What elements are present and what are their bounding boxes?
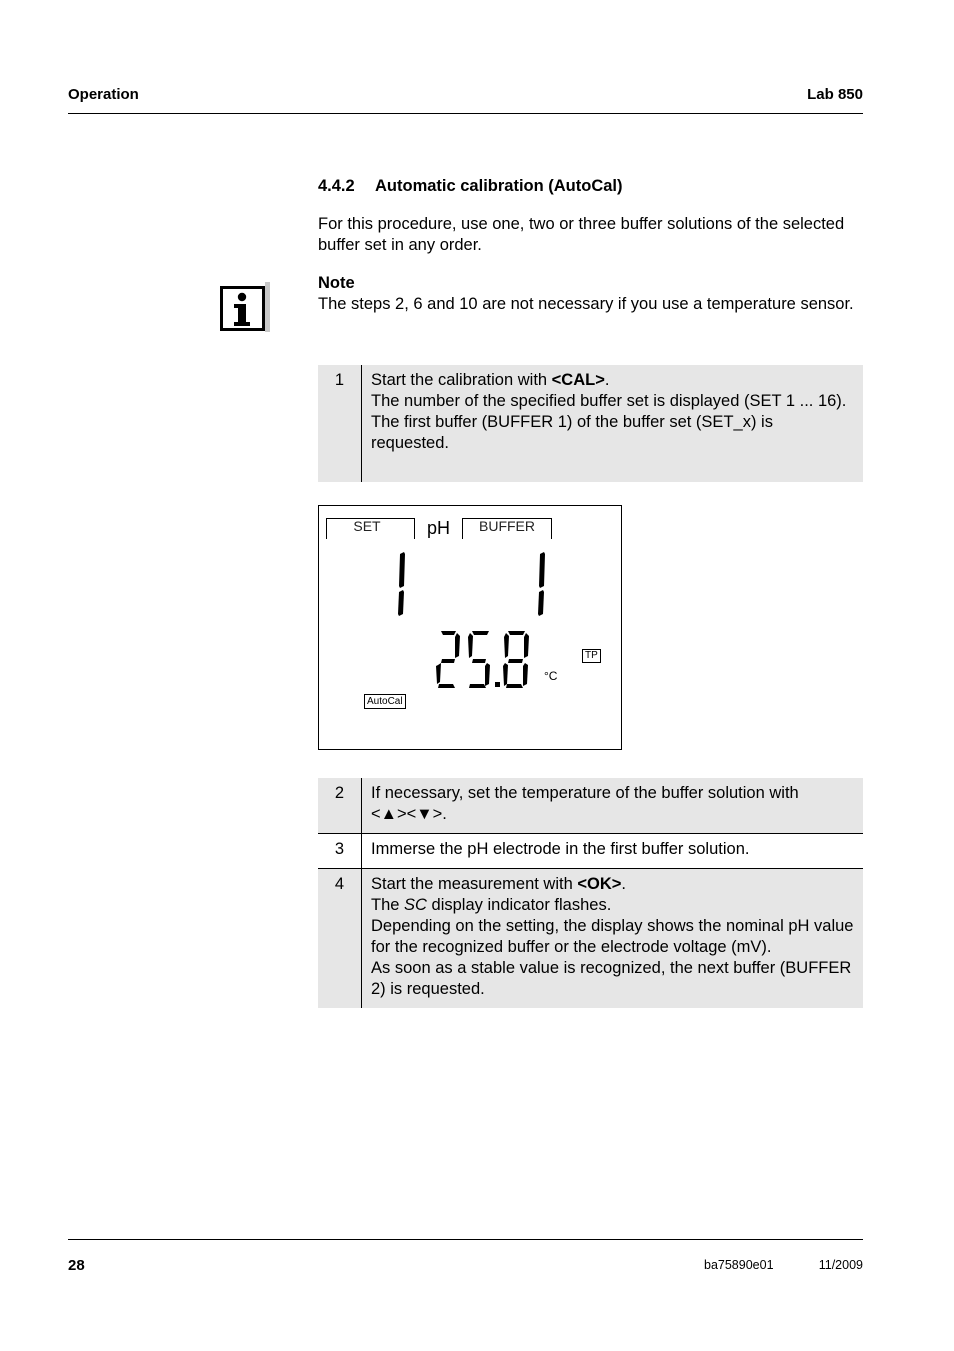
- info-icon: [220, 282, 270, 332]
- segment-digits: [319, 506, 621, 749]
- step-text-part: Start the measurement with: [371, 875, 578, 893]
- key-ok: <OK>: [577, 875, 622, 893]
- note-text: The steps 2, 6 and 10 are not necessary if you use a temperature sensor.: [318, 295, 854, 313]
- step-text-part: If necessary, set the temperature of the buffer solution with: [371, 784, 799, 802]
- section-title-text: Automatic calibration (AutoCal): [375, 177, 623, 195]
- step-text-part: The: [371, 896, 405, 914]
- temp-unit: °C: [544, 669, 558, 683]
- step-text-part: The number of the specified buffer set is displayed (SET 1 ... 16).: [371, 392, 847, 410]
- footer-rule: [68, 1239, 863, 1240]
- section-number: 4.4.2: [318, 177, 355, 195]
- step-table-1: [318, 365, 863, 482]
- temp-digit-8: [503, 631, 529, 688]
- step-row-4: [318, 869, 863, 1009]
- temp-digit-2: [436, 631, 460, 688]
- temp-digit-5: [468, 631, 490, 688]
- step-table-2: [318, 778, 863, 1008]
- buffer-label: BUFFER: [479, 518, 535, 534]
- document-date: 11/2009: [818, 1258, 863, 1272]
- note-block: [318, 273, 858, 315]
- autocal-indicator: AutoCal: [364, 694, 406, 709]
- ph-label: pH: [427, 518, 451, 538]
- header-section-label: Operation: [68, 86, 139, 103]
- step-number: 1: [318, 365, 362, 482]
- step-number: 2: [318, 778, 362, 834]
- key-cal: <CAL>: [551, 371, 605, 389]
- tp-indicator: TP: [582, 649, 601, 663]
- key-arrows: <▲><▼>.: [371, 805, 447, 823]
- buffer-digit-1: [538, 552, 545, 616]
- step-text-part: The first buffer (BUFFER 1) of the buffer set (SET_x) is requested.: [371, 413, 773, 452]
- step-row-2: [318, 778, 863, 834]
- step-text: [362, 778, 864, 834]
- set-digit-1: [398, 552, 405, 616]
- step-text-part: As soon as a stable value is recognized, the next buffer (BUFFER 2) is requested.: [371, 959, 852, 998]
- header-product-name: Lab 850: [807, 86, 863, 103]
- sc-indicator-name: SC: [404, 896, 427, 914]
- step-row-3: [318, 834, 863, 869]
- page-number: 28: [68, 1257, 85, 1274]
- section-title: [318, 177, 623, 196]
- step-text-part: display indicator flashes.: [426, 896, 612, 914]
- temp-decimal-point: [495, 682, 500, 687]
- step-text: [362, 365, 864, 482]
- intro-paragraph: For this procedure, use one, two or three buffer solutions of the selected buffer set in any order.: [318, 215, 845, 254]
- step-number: 3: [318, 834, 362, 869]
- step-row-1: [318, 365, 863, 482]
- step-number: 4: [318, 869, 362, 1009]
- step-text-part: .: [604, 371, 610, 389]
- set-label: SET: [353, 518, 381, 534]
- note-label: Note: [318, 274, 355, 292]
- step-text-part: Depending on the setting, the display shows the nominal pH value for the recognized buffer or the electrode voltage (mV).: [371, 917, 854, 956]
- document-id: ba75890e01: [704, 1258, 774, 1272]
- step-text-part: .: [621, 875, 626, 893]
- step-text: Immerse the pH electrode in the first buffer solution.: [362, 834, 864, 869]
- step-text-part: Start the calibration with: [371, 371, 552, 389]
- header-rule: [68, 113, 863, 114]
- step-text: [362, 869, 864, 1009]
- lcd-display: [318, 505, 622, 750]
